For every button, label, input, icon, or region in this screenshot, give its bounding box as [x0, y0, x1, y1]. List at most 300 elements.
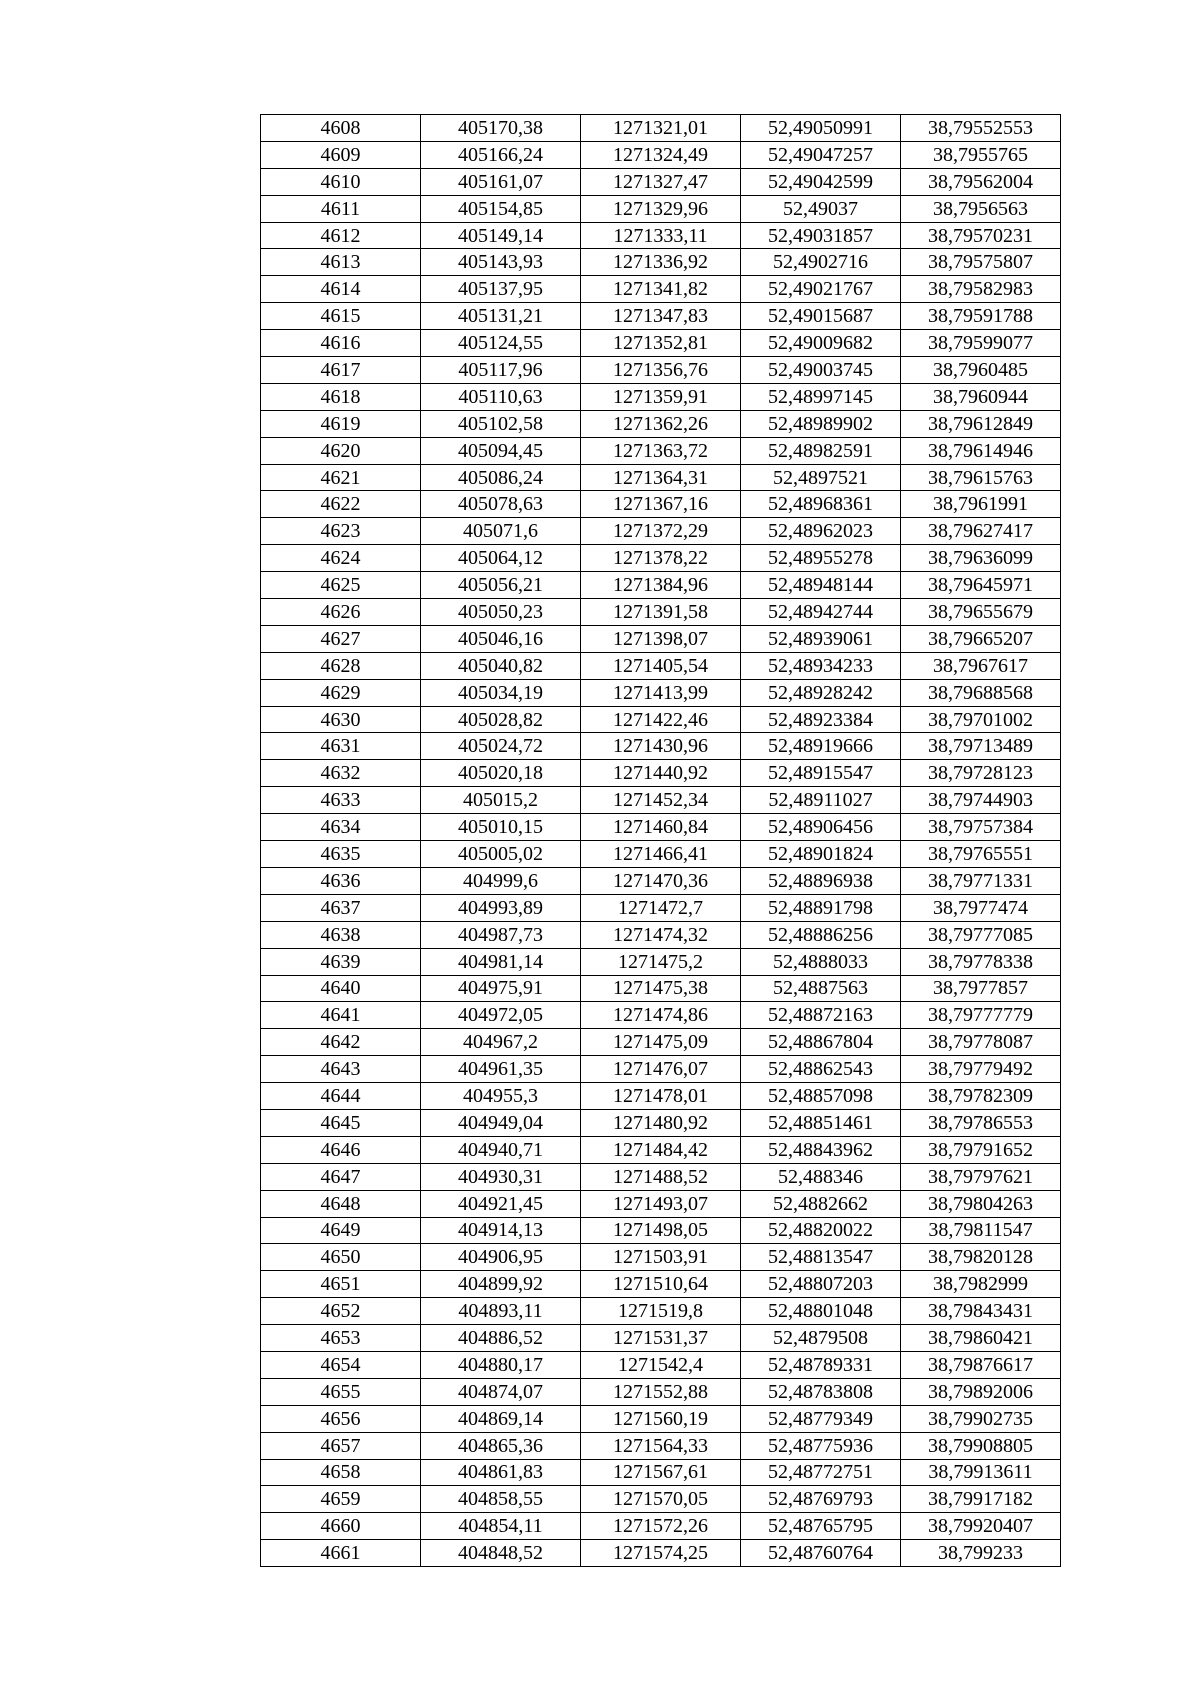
point-number-cell: 4653: [261, 1325, 421, 1352]
y-coordinate-cell: 1271472,7: [581, 894, 741, 921]
point-number-cell: 4630: [261, 706, 421, 733]
y-coordinate-cell: 1271572,26: [581, 1513, 741, 1540]
longitude-cell: 38,79860421: [901, 1325, 1061, 1352]
y-coordinate-cell: 1271478,01: [581, 1083, 741, 1110]
x-coordinate-cell: 405078,63: [421, 491, 581, 518]
latitude-cell: 52,48801048: [741, 1298, 901, 1325]
table-row: [261, 921, 1061, 948]
latitude-cell: 52,48906456: [741, 814, 901, 841]
latitude-cell: 52,48820022: [741, 1217, 901, 1244]
y-coordinate-cell: 1271367,16: [581, 491, 741, 518]
coordinates-table: [260, 114, 1061, 1567]
y-coordinate-cell: 1271324,49: [581, 141, 741, 168]
y-coordinate-cell: 1271498,05: [581, 1217, 741, 1244]
longitude-cell: 38,7977857: [901, 975, 1061, 1002]
point-number-cell: 4616: [261, 330, 421, 357]
table-row: [261, 410, 1061, 437]
longitude-cell: 38,79645971: [901, 572, 1061, 599]
point-number-cell: 4611: [261, 195, 421, 222]
table-row: [261, 1351, 1061, 1378]
x-coordinate-cell: 405143,93: [421, 249, 581, 276]
latitude-cell: 52,48851461: [741, 1109, 901, 1136]
table-row: [261, 1405, 1061, 1432]
table-row: [261, 841, 1061, 868]
table-row: [261, 706, 1061, 733]
longitude-cell: 38,79811547: [901, 1217, 1061, 1244]
longitude-cell: 38,79902735: [901, 1405, 1061, 1432]
y-coordinate-cell: 1271430,96: [581, 733, 741, 760]
latitude-cell: 52,48955278: [741, 545, 901, 572]
latitude-cell: 52,48942744: [741, 599, 901, 626]
point-number-cell: 4631: [261, 733, 421, 760]
x-coordinate-cell: 404921,45: [421, 1190, 581, 1217]
y-coordinate-cell: 1271564,33: [581, 1432, 741, 1459]
x-coordinate-cell: 404981,14: [421, 948, 581, 975]
point-number-cell: 4643: [261, 1056, 421, 1083]
longitude-cell: 38,79771331: [901, 867, 1061, 894]
y-coordinate-cell: 1271475,38: [581, 975, 741, 1002]
longitude-cell: 38,79701002: [901, 706, 1061, 733]
table-row: [261, 1298, 1061, 1325]
latitude-cell: 52,49042599: [741, 168, 901, 195]
x-coordinate-cell: 404949,04: [421, 1109, 581, 1136]
point-number-cell: 4619: [261, 410, 421, 437]
table-row: [261, 975, 1061, 1002]
y-coordinate-cell: 1271359,91: [581, 383, 741, 410]
y-coordinate-cell: 1271391,58: [581, 599, 741, 626]
y-coordinate-cell: 1271466,41: [581, 841, 741, 868]
coordinates-table-body: [261, 115, 1061, 1567]
point-number-cell: 4638: [261, 921, 421, 948]
x-coordinate-cell: 404955,3: [421, 1083, 581, 1110]
point-number-cell: 4629: [261, 679, 421, 706]
table-row: [261, 141, 1061, 168]
table-row: [261, 948, 1061, 975]
table-row: [261, 599, 1061, 626]
longitude-cell: 38,79612849: [901, 410, 1061, 437]
x-coordinate-cell: 405131,21: [421, 303, 581, 330]
x-coordinate-cell: 404987,73: [421, 921, 581, 948]
y-coordinate-cell: 1271378,22: [581, 545, 741, 572]
table-row: [261, 1217, 1061, 1244]
x-coordinate-cell: 404899,92: [421, 1271, 581, 1298]
point-number-cell: 4650: [261, 1244, 421, 1271]
point-number-cell: 4621: [261, 464, 421, 491]
longitude-cell: 38,7960944: [901, 383, 1061, 410]
x-coordinate-cell: 404861,83: [421, 1459, 581, 1486]
y-coordinate-cell: 1271531,37: [581, 1325, 741, 1352]
point-number-cell: 4614: [261, 276, 421, 303]
longitude-cell: 38,79570231: [901, 222, 1061, 249]
latitude-cell: 52,48997145: [741, 383, 901, 410]
longitude-cell: 38,79636099: [901, 545, 1061, 572]
latitude-cell: 52,4888033: [741, 948, 901, 975]
point-number-cell: 4620: [261, 437, 421, 464]
point-number-cell: 4644: [261, 1083, 421, 1110]
x-coordinate-cell: 405161,07: [421, 168, 581, 195]
point-number-cell: 4655: [261, 1378, 421, 1405]
x-coordinate-cell: 404930,31: [421, 1163, 581, 1190]
x-coordinate-cell: 405028,82: [421, 706, 581, 733]
longitude-cell: 38,79582983: [901, 276, 1061, 303]
x-coordinate-cell: 404893,11: [421, 1298, 581, 1325]
latitude-cell: 52,48775936: [741, 1432, 901, 1459]
longitude-cell: 38,79797621: [901, 1163, 1061, 1190]
table-row: [261, 1002, 1061, 1029]
latitude-cell: 52,49037: [741, 195, 901, 222]
point-number-cell: 4612: [261, 222, 421, 249]
table-row: [261, 814, 1061, 841]
table-row: [261, 1029, 1061, 1056]
table-row: [261, 867, 1061, 894]
x-coordinate-cell: 405050,23: [421, 599, 581, 626]
x-coordinate-cell: 404999,6: [421, 867, 581, 894]
table-row: [261, 1540, 1061, 1567]
x-coordinate-cell: 405102,58: [421, 410, 581, 437]
table-row: [261, 491, 1061, 518]
point-number-cell: 4634: [261, 814, 421, 841]
x-coordinate-cell: 404967,2: [421, 1029, 581, 1056]
table-row: [261, 437, 1061, 464]
longitude-cell: 38,79627417: [901, 518, 1061, 545]
longitude-cell: 38,79575807: [901, 249, 1061, 276]
longitude-cell: 38,79892006: [901, 1378, 1061, 1405]
x-coordinate-cell: 405010,15: [421, 814, 581, 841]
x-coordinate-cell: 405094,45: [421, 437, 581, 464]
table-row: [261, 195, 1061, 222]
table-row: [261, 330, 1061, 357]
x-coordinate-cell: 405117,96: [421, 357, 581, 384]
table-row: [261, 625, 1061, 652]
y-coordinate-cell: 1271470,36: [581, 867, 741, 894]
latitude-cell: 52,48783808: [741, 1378, 901, 1405]
longitude-cell: 38,79920407: [901, 1513, 1061, 1540]
table-row: [261, 1325, 1061, 1352]
point-number-cell: 4654: [261, 1351, 421, 1378]
latitude-cell: 52,49047257: [741, 141, 901, 168]
point-number-cell: 4661: [261, 1540, 421, 1567]
point-number-cell: 4659: [261, 1486, 421, 1513]
x-coordinate-cell: 404940,71: [421, 1136, 581, 1163]
point-number-cell: 4648: [261, 1190, 421, 1217]
latitude-cell: 52,4879508: [741, 1325, 901, 1352]
latitude-cell: 52,49021767: [741, 276, 901, 303]
point-number-cell: 4632: [261, 760, 421, 787]
latitude-cell: 52,48911027: [741, 787, 901, 814]
x-coordinate-cell: 405056,21: [421, 572, 581, 599]
table-row: [261, 518, 1061, 545]
table-row: [261, 652, 1061, 679]
latitude-cell: 52,4882662: [741, 1190, 901, 1217]
x-coordinate-cell: 404972,05: [421, 1002, 581, 1029]
point-number-cell: 4622: [261, 491, 421, 518]
longitude-cell: 38,7960485: [901, 357, 1061, 384]
table-row: [261, 894, 1061, 921]
x-coordinate-cell: 405154,85: [421, 195, 581, 222]
x-coordinate-cell: 405137,95: [421, 276, 581, 303]
y-coordinate-cell: 1271405,54: [581, 652, 741, 679]
latitude-cell: 52,48886256: [741, 921, 901, 948]
latitude-cell: 52,4897521: [741, 464, 901, 491]
x-coordinate-cell: 404993,89: [421, 894, 581, 921]
x-coordinate-cell: 404975,91: [421, 975, 581, 1002]
y-coordinate-cell: 1271422,46: [581, 706, 741, 733]
longitude-cell: 38,79562004: [901, 168, 1061, 195]
longitude-cell: 38,7955765: [901, 141, 1061, 168]
y-coordinate-cell: 1271475,09: [581, 1029, 741, 1056]
point-number-cell: 4633: [261, 787, 421, 814]
y-coordinate-cell: 1271440,92: [581, 760, 741, 787]
point-number-cell: 4640: [261, 975, 421, 1002]
y-coordinate-cell: 1271356,76: [581, 357, 741, 384]
table-row: [261, 1459, 1061, 1486]
point-number-cell: 4657: [261, 1432, 421, 1459]
y-coordinate-cell: 1271336,92: [581, 249, 741, 276]
longitude-cell: 38,79552553: [901, 115, 1061, 142]
longitude-cell: 38,79778087: [901, 1029, 1061, 1056]
point-number-cell: 4649: [261, 1217, 421, 1244]
point-number-cell: 4652: [261, 1298, 421, 1325]
table-row: [261, 276, 1061, 303]
x-coordinate-cell: 404869,14: [421, 1405, 581, 1432]
longitude-cell: 38,79655679: [901, 599, 1061, 626]
y-coordinate-cell: 1271347,83: [581, 303, 741, 330]
point-number-cell: 4641: [261, 1002, 421, 1029]
y-coordinate-cell: 1271542,4: [581, 1351, 741, 1378]
point-number-cell: 4656: [261, 1405, 421, 1432]
x-coordinate-cell: 404858,55: [421, 1486, 581, 1513]
table-row: [261, 1109, 1061, 1136]
point-number-cell: 4618: [261, 383, 421, 410]
point-number-cell: 4635: [261, 841, 421, 868]
x-coordinate-cell: 404874,07: [421, 1378, 581, 1405]
longitude-cell: 38,7977474: [901, 894, 1061, 921]
y-coordinate-cell: 1271460,84: [581, 814, 741, 841]
x-coordinate-cell: 405086,24: [421, 464, 581, 491]
x-coordinate-cell: 404865,36: [421, 1432, 581, 1459]
x-coordinate-cell: 404880,17: [421, 1351, 581, 1378]
latitude-cell: 52,48857098: [741, 1083, 901, 1110]
point-number-cell: 4609: [261, 141, 421, 168]
x-coordinate-cell: 405110,63: [421, 383, 581, 410]
table-row: [261, 679, 1061, 706]
latitude-cell: 52,48813547: [741, 1244, 901, 1271]
y-coordinate-cell: 1271362,26: [581, 410, 741, 437]
table-row: [261, 1513, 1061, 1540]
x-coordinate-cell: 405046,16: [421, 625, 581, 652]
y-coordinate-cell: 1271560,19: [581, 1405, 741, 1432]
table-row: [261, 572, 1061, 599]
latitude-cell: 52,48760764: [741, 1540, 901, 1567]
y-coordinate-cell: 1271398,07: [581, 625, 741, 652]
latitude-cell: 52,49015687: [741, 303, 901, 330]
y-coordinate-cell: 1271488,52: [581, 1163, 741, 1190]
y-coordinate-cell: 1271474,32: [581, 921, 741, 948]
table-row: [261, 357, 1061, 384]
latitude-cell: 52,48962023: [741, 518, 901, 545]
x-coordinate-cell: 405020,18: [421, 760, 581, 787]
y-coordinate-cell: 1271364,31: [581, 464, 741, 491]
table-row: [261, 464, 1061, 491]
longitude-cell: 38,79777779: [901, 1002, 1061, 1029]
y-coordinate-cell: 1271570,05: [581, 1486, 741, 1513]
longitude-cell: 38,79615763: [901, 464, 1061, 491]
x-coordinate-cell: 404906,95: [421, 1244, 581, 1271]
y-coordinate-cell: 1271333,11: [581, 222, 741, 249]
latitude-cell: 52,48779349: [741, 1405, 901, 1432]
longitude-cell: 38,79876617: [901, 1351, 1061, 1378]
longitude-cell: 38,79614946: [901, 437, 1061, 464]
longitude-cell: 38,79843431: [901, 1298, 1061, 1325]
y-coordinate-cell: 1271384,96: [581, 572, 741, 599]
table-row: [261, 303, 1061, 330]
point-number-cell: 4617: [261, 357, 421, 384]
y-coordinate-cell: 1271372,29: [581, 518, 741, 545]
x-coordinate-cell: 405005,02: [421, 841, 581, 868]
point-number-cell: 4626: [261, 599, 421, 626]
y-coordinate-cell: 1271341,82: [581, 276, 741, 303]
latitude-cell: 52,48843962: [741, 1136, 901, 1163]
longitude-cell: 38,79908805: [901, 1432, 1061, 1459]
latitude-cell: 52,48982591: [741, 437, 901, 464]
longitude-cell: 38,7961991: [901, 491, 1061, 518]
y-coordinate-cell: 1271329,96: [581, 195, 741, 222]
latitude-cell: 52,48989902: [741, 410, 901, 437]
y-coordinate-cell: 1271413,99: [581, 679, 741, 706]
x-coordinate-cell: 405149,14: [421, 222, 581, 249]
latitude-cell: 52,48939061: [741, 625, 901, 652]
longitude-cell: 38,79786553: [901, 1109, 1061, 1136]
table-row: [261, 168, 1061, 195]
x-coordinate-cell: 405034,19: [421, 679, 581, 706]
y-coordinate-cell: 1271567,61: [581, 1459, 741, 1486]
y-coordinate-cell: 1271552,88: [581, 1378, 741, 1405]
table-row: [261, 115, 1061, 142]
x-coordinate-cell: 404914,13: [421, 1217, 581, 1244]
x-coordinate-cell: 405166,24: [421, 141, 581, 168]
latitude-cell: 52,48896938: [741, 867, 901, 894]
y-coordinate-cell: 1271363,72: [581, 437, 741, 464]
table-row: [261, 787, 1061, 814]
y-coordinate-cell: 1271503,91: [581, 1244, 741, 1271]
x-coordinate-cell: 405024,72: [421, 733, 581, 760]
y-coordinate-cell: 1271352,81: [581, 330, 741, 357]
longitude-cell: 38,79688568: [901, 679, 1061, 706]
x-coordinate-cell: 405015,2: [421, 787, 581, 814]
table-row: [261, 545, 1061, 572]
point-number-cell: 4624: [261, 545, 421, 572]
latitude-cell: 52,48928242: [741, 679, 901, 706]
latitude-cell: 52,48923384: [741, 706, 901, 733]
longitude-cell: 38,79591788: [901, 303, 1061, 330]
point-number-cell: 4658: [261, 1459, 421, 1486]
point-number-cell: 4623: [261, 518, 421, 545]
point-number-cell: 4610: [261, 168, 421, 195]
y-coordinate-cell: 1271484,42: [581, 1136, 741, 1163]
longitude-cell: 38,79744903: [901, 787, 1061, 814]
table-row: [261, 760, 1061, 787]
latitude-cell: 52,48867804: [741, 1029, 901, 1056]
x-coordinate-cell: 404961,35: [421, 1056, 581, 1083]
table-row: [261, 1271, 1061, 1298]
latitude-cell: 52,49031857: [741, 222, 901, 249]
y-coordinate-cell: 1271452,34: [581, 787, 741, 814]
x-coordinate-cell: 404854,11: [421, 1513, 581, 1540]
table-row: [261, 222, 1061, 249]
point-number-cell: 4636: [261, 867, 421, 894]
latitude-cell: 52,49050991: [741, 115, 901, 142]
longitude-cell: 38,79779492: [901, 1056, 1061, 1083]
y-coordinate-cell: 1271475,2: [581, 948, 741, 975]
x-coordinate-cell: 405040,82: [421, 652, 581, 679]
longitude-cell: 38,79917182: [901, 1486, 1061, 1513]
longitude-cell: 38,79804263: [901, 1190, 1061, 1217]
table-row: [261, 1083, 1061, 1110]
point-number-cell: 4646: [261, 1136, 421, 1163]
latitude-cell: 52,48891798: [741, 894, 901, 921]
y-coordinate-cell: 1271574,25: [581, 1540, 741, 1567]
point-number-cell: 4625: [261, 572, 421, 599]
latitude-cell: 52,4902716: [741, 249, 901, 276]
longitude-cell: 38,79913611: [901, 1459, 1061, 1486]
y-coordinate-cell: 1271519,8: [581, 1298, 741, 1325]
longitude-cell: 38,79782309: [901, 1083, 1061, 1110]
latitude-cell: 52,48789331: [741, 1351, 901, 1378]
latitude-cell: 52,48872163: [741, 1002, 901, 1029]
longitude-cell: 38,799233: [901, 1540, 1061, 1567]
table-row: [261, 1163, 1061, 1190]
latitude-cell: 52,48919666: [741, 733, 901, 760]
longitude-cell: 38,79820128: [901, 1244, 1061, 1271]
latitude-cell: 52,48968361: [741, 491, 901, 518]
x-coordinate-cell: 405170,38: [421, 115, 581, 142]
latitude-cell: 52,4887563: [741, 975, 901, 1002]
latitude-cell: 52,48934233: [741, 652, 901, 679]
latitude-cell: 52,48901824: [741, 841, 901, 868]
latitude-cell: 52,49003745: [741, 357, 901, 384]
longitude-cell: 38,79765551: [901, 841, 1061, 868]
table-row: [261, 1432, 1061, 1459]
latitude-cell: 52,48772751: [741, 1459, 901, 1486]
y-coordinate-cell: 1271321,01: [581, 115, 741, 142]
point-number-cell: 4645: [261, 1109, 421, 1136]
point-number-cell: 4608: [261, 115, 421, 142]
longitude-cell: 38,7956563: [901, 195, 1061, 222]
y-coordinate-cell: 1271474,86: [581, 1002, 741, 1029]
point-number-cell: 4615: [261, 303, 421, 330]
latitude-cell: 52,48769793: [741, 1486, 901, 1513]
x-coordinate-cell: 405124,55: [421, 330, 581, 357]
table-row: [261, 249, 1061, 276]
point-number-cell: 4651: [261, 1271, 421, 1298]
latitude-cell: 52,48915547: [741, 760, 901, 787]
longitude-cell: 38,7967617: [901, 652, 1061, 679]
table-row: [261, 383, 1061, 410]
y-coordinate-cell: 1271476,07: [581, 1056, 741, 1083]
longitude-cell: 38,79777085: [901, 921, 1061, 948]
x-coordinate-cell: 404848,52: [421, 1540, 581, 1567]
table-row: [261, 1056, 1061, 1083]
point-number-cell: 4628: [261, 652, 421, 679]
table-row: [261, 1244, 1061, 1271]
longitude-cell: 38,79665207: [901, 625, 1061, 652]
longitude-cell: 38,79599077: [901, 330, 1061, 357]
longitude-cell: 38,79713489: [901, 733, 1061, 760]
y-coordinate-cell: 1271327,47: [581, 168, 741, 195]
latitude-cell: 52,48765795: [741, 1513, 901, 1540]
longitude-cell: 38,7982999: [901, 1271, 1061, 1298]
x-coordinate-cell: 405071,6: [421, 518, 581, 545]
